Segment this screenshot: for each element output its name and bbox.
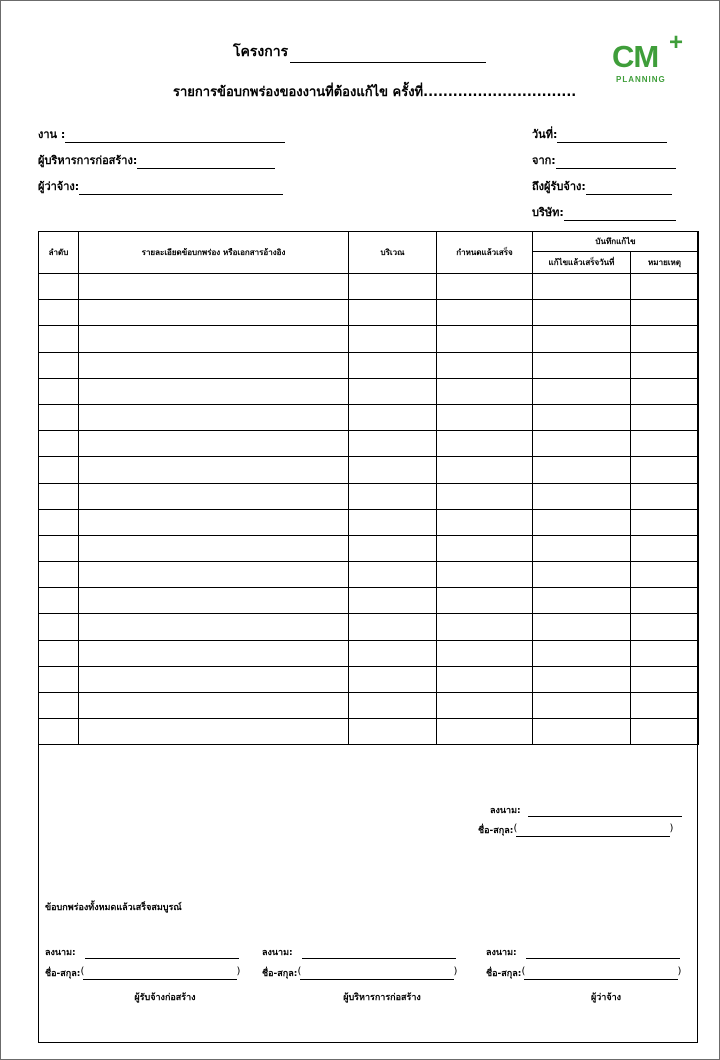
cell-fixed-date[interactable] [533,352,631,378]
cell-area[interactable] [349,431,437,457]
contractor-name-line[interactable]: ( ) [83,968,237,980]
cell-fixed-date[interactable] [533,509,631,535]
role-employer: ผู้ว่าจ้าง [590,993,622,1003]
col-header-deadline: กำหนดแล้วเสร็จ [437,232,533,274]
cm-planning-logo [612,29,692,93]
cell-deadline[interactable] [437,326,533,352]
cell-fixed-date[interactable] [533,404,631,430]
table-body [39,274,699,745]
role-manager: ผู้บริหารการก่อสร้าง [343,993,421,1003]
contractor-sign-field [45,945,239,959]
contractor-sign-line[interactable] [85,948,239,959]
cell-details[interactable] [79,404,349,430]
col-header-remark: หมายเหตุ [631,252,699,274]
logo-cm-text: CM [612,39,659,74]
cell-details[interactable] [79,666,349,692]
cell-deadline[interactable] [437,431,533,457]
table-row [39,274,699,300]
cell-deadline[interactable] [437,483,533,509]
cell-no[interactable] [39,274,79,300]
cell-deadline[interactable] [437,588,533,614]
list-title [173,81,576,102]
cell-deadline[interactable] [437,693,533,719]
cell-fixed-date[interactable] [533,666,631,692]
cell-deadline[interactable] [437,640,533,666]
cell-details[interactable] [79,535,349,561]
manager-name-field [262,966,458,980]
cell-fixed-date[interactable] [533,457,631,483]
cell-area[interactable] [349,693,437,719]
employer-name-field [486,966,682,980]
cell-no[interactable] [39,326,79,352]
company-input-line[interactable] [564,208,676,221]
job-input-line[interactable] [65,130,285,143]
cell-details[interactable] [79,509,349,535]
to-contractor-label: ถึงผู้รับจ้าง: [532,180,586,193]
cell-deadline[interactable] [437,666,533,692]
cell-area[interactable] [349,326,437,352]
cell-remark[interactable] [631,509,699,535]
to-contractor-input-line[interactable] [586,182,672,195]
table-row [39,300,699,326]
cell-fixed-date[interactable] [533,693,631,719]
cell-deadline[interactable] [437,562,533,588]
cell-area[interactable] [349,640,437,666]
table-row [39,640,699,666]
cell-remark[interactable] [631,457,699,483]
cell-area[interactable] [349,352,437,378]
cell-no[interactable] [39,562,79,588]
cell-details[interactable] [79,378,349,404]
cell-deadline[interactable] [437,274,533,300]
col-header-fixed-date: แก้ไขแล้วเสร็จวันที่ [533,252,631,274]
cell-details[interactable] [79,640,349,666]
employer-sign-line[interactable] [526,948,680,959]
cell-details[interactable] [79,614,349,640]
cell-area[interactable] [349,509,437,535]
cell-deadline[interactable] [437,614,533,640]
company-label: บริษัท: [532,206,564,219]
cell-no[interactable] [39,693,79,719]
cell-remark[interactable] [631,274,699,300]
defect-table [38,231,699,745]
cell-remark[interactable] [631,614,699,640]
project-label: โครงการ [233,44,289,60]
from-input-line[interactable] [556,156,676,169]
table-row [39,588,699,614]
cell-fixed-date[interactable] [533,300,631,326]
round-number-dots[interactable]: ............................... [423,85,577,100]
name-label: ชื่อ-สกุล: [478,826,514,836]
cell-remark[interactable] [631,666,699,692]
sign-label: ลงนาม: [45,948,76,958]
table-row [39,719,699,745]
cell-fixed-date[interactable] [533,274,631,300]
cell-no[interactable] [39,404,79,430]
cell-fixed-date[interactable] [533,719,631,745]
date-field [532,125,667,143]
project-title [233,41,486,63]
cell-deadline[interactable] [437,300,533,326]
cell-deadline[interactable] [437,719,533,745]
cell-area[interactable] [349,378,437,404]
col-header-note-group: บันทึกแก้ไข [533,232,699,252]
cell-deadline[interactable] [437,535,533,561]
table-row [39,326,699,352]
col-header-area: บริเวณ [349,232,437,274]
sign-label: ลงนาม: [262,948,293,958]
cell-deadline[interactable] [437,509,533,535]
cell-no[interactable] [39,719,79,745]
employer-sign-field [486,945,680,959]
table-row [39,535,699,561]
company-field [532,203,676,221]
cell-details[interactable] [79,562,349,588]
sign-line[interactable] [528,806,682,817]
complete-statement: ข้อบกพร่องทั้งหมดแล้วเสร็จสมบูรณ์ [45,903,182,913]
table-row [39,404,699,430]
employer-label: ผู้ว่าจ้าง: [38,180,80,193]
cell-area[interactable] [349,457,437,483]
cell-fixed-date[interactable] [533,588,631,614]
name-label: ชื่อ-สกุล: [486,969,522,979]
cell-no[interactable] [39,588,79,614]
col-header-no: ลำดับ [39,232,79,274]
date-input-line[interactable] [557,130,667,143]
contractor-name-field [45,966,241,980]
from-label: จาก: [532,154,556,167]
cell-no[interactable] [39,509,79,535]
cell-fixed-date[interactable] [533,378,631,404]
job-label: งาน : [38,128,66,141]
manager-sign-field [262,945,456,959]
cell-no[interactable] [39,378,79,404]
cell-deadline[interactable] [437,378,533,404]
logo-plus-icon: + [669,29,684,56]
cell-area[interactable] [349,300,437,326]
cell-deadline[interactable] [437,404,533,430]
cell-remark[interactable] [631,562,699,588]
employer-field [38,177,283,195]
cell-details[interactable] [79,588,349,614]
to-contractor-field [532,177,672,195]
cell-no[interactable] [39,431,79,457]
table-row [39,509,699,535]
employer-name-line[interactable]: ( ) [524,968,678,980]
cell-area[interactable] [349,719,437,745]
manager-field [38,151,275,169]
manager-input-line[interactable] [137,156,275,169]
cell-remark[interactable] [631,640,699,666]
table-row [39,483,699,509]
cell-remark[interactable] [631,378,699,404]
name-label: ชื่อ-สกุล: [45,969,81,979]
cell-area[interactable] [349,483,437,509]
project-name-line[interactable] [290,48,486,63]
name-label: ชื่อ-สกุล: [262,969,298,979]
cell-deadline[interactable] [437,457,533,483]
cell-details[interactable] [79,274,349,300]
cell-no[interactable] [39,300,79,326]
from-field [532,151,676,169]
cell-no[interactable] [39,457,79,483]
employer-input-line[interactable] [79,182,283,195]
table-row [39,378,699,404]
cell-remark[interactable] [631,588,699,614]
cell-no[interactable] [39,614,79,640]
cell-fixed-date[interactable] [533,483,631,509]
top-sign-field [490,803,682,817]
cell-remark[interactable] [631,300,699,326]
cell-deadline[interactable] [437,352,533,378]
cell-remark[interactable] [631,693,699,719]
cell-fixed-date[interactable] [533,640,631,666]
table-row [39,666,699,692]
cell-fixed-date[interactable] [533,326,631,352]
sign-label: ลงนาม: [490,806,521,816]
cell-fixed-date[interactable] [533,562,631,588]
table-row [39,457,699,483]
job-field [38,125,285,143]
cell-remark[interactable] [631,431,699,457]
cell-area[interactable] [349,404,437,430]
manager-sign-line[interactable] [302,948,456,959]
date-label: วันที่: [532,128,558,141]
role-contractor: ผู้รับจ้างก่อสร้าง [134,993,196,1003]
name-line[interactable]: ( ) [516,825,670,837]
cell-remark[interactable] [631,404,699,430]
table-row [39,693,699,719]
cell-no[interactable] [39,352,79,378]
cell-remark[interactable] [631,719,699,745]
cell-area[interactable] [349,666,437,692]
cell-remark[interactable] [631,326,699,352]
table-row [39,614,699,640]
cell-area[interactable] [349,274,437,300]
table-row [39,431,699,457]
cell-no[interactable] [39,535,79,561]
manager-name-line[interactable]: ( ) [300,968,454,980]
cell-details[interactable] [79,719,349,745]
cell-fixed-date[interactable] [533,614,631,640]
cell-area[interactable] [349,562,437,588]
cell-details[interactable] [79,431,349,457]
cell-area[interactable] [349,588,437,614]
cell-no[interactable] [39,640,79,666]
cell-area[interactable] [349,614,437,640]
cell-details[interactable] [79,326,349,352]
cell-fixed-date[interactable] [533,535,631,561]
table-row [39,352,699,378]
manager-label: ผู้บริหารการก่อสร้าง: [38,154,138,167]
cell-details[interactable] [79,693,349,719]
cell-no[interactable] [39,666,79,692]
list-title-text: รายการข้อบกพร่องของงานที่ต้องแก้ไข ครั้งที่ [173,85,424,100]
cell-remark[interactable] [631,483,699,509]
table-row [39,562,699,588]
cell-no[interactable] [39,483,79,509]
cell-area[interactable] [349,535,437,561]
cell-details[interactable] [79,483,349,509]
cell-details[interactable] [79,457,349,483]
cell-details[interactable] [79,352,349,378]
cell-fixed-date[interactable] [533,431,631,457]
sign-label: ลงนาม: [486,948,517,958]
cell-details[interactable] [79,300,349,326]
cell-remark[interactable] [631,535,699,561]
cell-remark[interactable] [631,352,699,378]
col-header-details: รายละเอียดข้อบกพร่อง หรือเอกสารอ้างอิง [79,232,349,274]
logo-planning-text: PLANNING [616,75,666,84]
top-name-field [478,823,674,837]
